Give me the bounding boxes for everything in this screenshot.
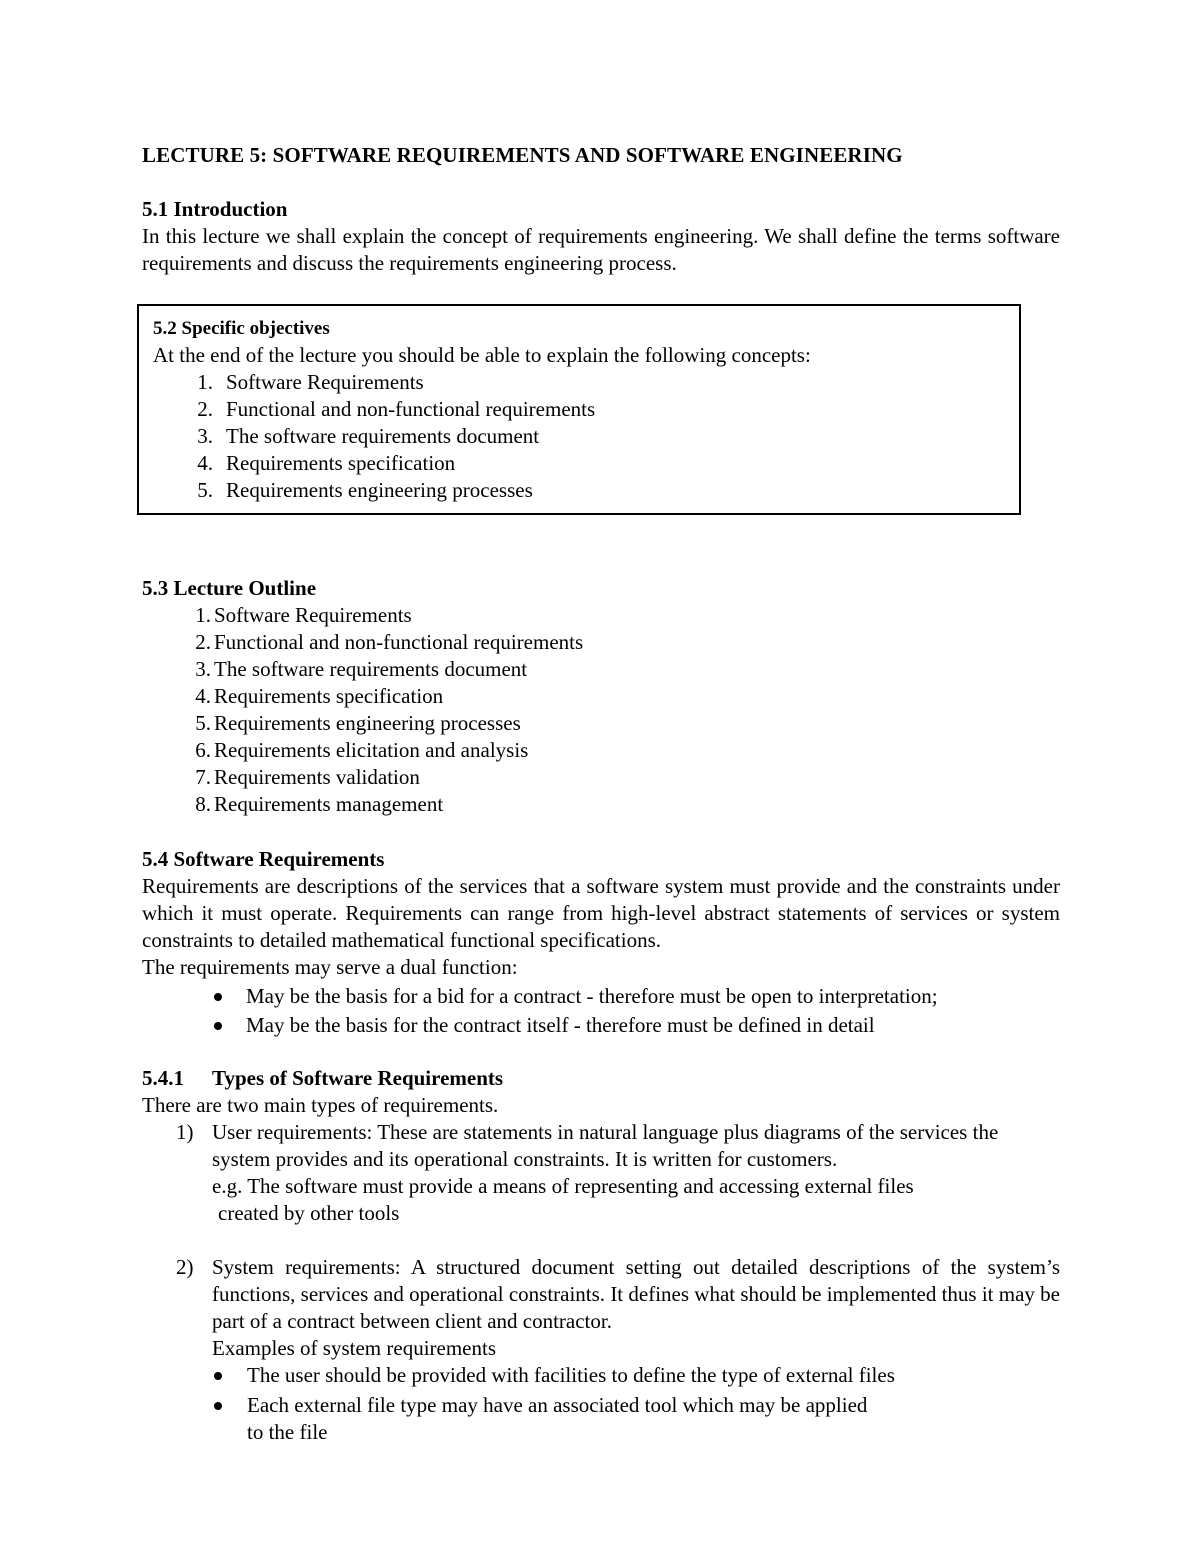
user-requirements-text: User requirements: These are statements in natural language plus diagrams of the services the system provides and its operational constraints. It is written for customers. bbox=[212, 1120, 999, 1171]
system-requirements-examples-label: Examples of system requirements bbox=[212, 1336, 497, 1360]
lecture-title: LECTURE 5: SOFTWARE REQUIREMENTS AND SOFTWARE ENGINEERING bbox=[142, 143, 903, 167]
types-heading: 5.4.1 Types of Software Requirements bbox=[142, 1066, 504, 1090]
introduction-section bbox=[142, 196, 1060, 277]
software-requirements-heading: 5.4 Software Requirements bbox=[142, 847, 385, 871]
objectives-item: 1. Software Requirements bbox=[197, 370, 424, 394]
system-requirements-number: 2) bbox=[176, 1255, 194, 1279]
objectives-lead: At the end of the lecture you should be able to explain the following concepts: bbox=[153, 343, 811, 367]
software-requirements-section bbox=[142, 846, 1060, 1039]
user-requirements-example: e.g. The software must provide a means of representing and accessing external files bbox=[212, 1174, 914, 1198]
outline-heading: 5.3 Lecture Outline bbox=[142, 576, 317, 600]
outline-item: 3. The software requirements document bbox=[195, 657, 528, 681]
objectives-list bbox=[153, 369, 1009, 504]
objectives-item: 4. Requirements specification bbox=[197, 451, 456, 475]
dual-function-line: The requirements may serve a dual function: bbox=[142, 955, 518, 979]
system-requirements-bullets bbox=[212, 1362, 1060, 1446]
introduction-text: In this lecture we shall explain the concept of requirements engineering. We shall define the terms software requirements and discuss the requirements engineering process. bbox=[142, 224, 1060, 275]
bullet-item: The user should be provided with facilities to define the type of external files bbox=[212, 1362, 1060, 1389]
outline-item: 7. Requirements validation bbox=[195, 765, 420, 789]
dual-function-bullets bbox=[142, 983, 1060, 1039]
introduction-heading: 5.1 Introduction bbox=[142, 197, 288, 221]
bullet-icon bbox=[214, 1372, 222, 1380]
objectives-box bbox=[137, 304, 1021, 515]
bullet-icon bbox=[214, 993, 222, 1001]
objectives-item: 3. The software requirements document bbox=[197, 424, 540, 448]
user-requirements-item bbox=[142, 1119, 1060, 1227]
user-requirements-example-cont: created by other tools bbox=[218, 1201, 400, 1225]
objectives-item: 2. Functional and non-functional requirements bbox=[197, 397, 596, 421]
system-requirements-item bbox=[142, 1254, 1060, 1446]
outline-item: 6. Requirements elicitation and analysis bbox=[195, 738, 529, 762]
bullet-item: May be the basis for a bid for a contract - therefore must be open to interpretation; bbox=[142, 983, 1060, 1010]
outline-list bbox=[142, 602, 1060, 818]
user-requirements-number: 1) bbox=[176, 1120, 194, 1144]
outline-item: 5. Requirements engineering processes bbox=[195, 711, 521, 735]
outline-item: 2. Functional and non-functional requirements bbox=[195, 630, 584, 654]
bullet-icon bbox=[214, 1022, 222, 1030]
outline-item: 4. Requirements specification bbox=[195, 684, 444, 708]
outline-item: 8. Requirements management bbox=[195, 792, 444, 816]
software-requirements-text: Requirements are descriptions of the services that a software system must provide and the constraints under which it must operate. Requirements can range from high-level abstract statements of services or system constraints to detailed mathematical functional specifications. bbox=[142, 874, 1060, 952]
objectives-heading: 5.2 Specific objectives bbox=[153, 318, 330, 339]
bullet-icon bbox=[214, 1402, 222, 1410]
outline-section bbox=[142, 575, 1060, 818]
types-section bbox=[142, 1065, 1060, 1446]
bullet-item: May be the basis for the contract itself - therefore must be defined in detail bbox=[142, 1012, 1060, 1039]
bullet-item: Each external file type may have an associated tool which may be applied to the file bbox=[212, 1392, 1060, 1446]
objectives-item: 5. Requirements engineering processes bbox=[197, 478, 533, 502]
types-lead: There are two main types of requirements. bbox=[142, 1093, 499, 1117]
outline-item: 1. Software Requirements bbox=[195, 603, 412, 627]
system-requirements-text: System requirements: A structured document setting out detailed descriptions of the system’s functions, services and operational constraints. It defines what should be implemented thus it may be part of a contract between client and contractor. bbox=[212, 1255, 1060, 1333]
bullet-continuation: to the file bbox=[247, 1420, 328, 1444]
